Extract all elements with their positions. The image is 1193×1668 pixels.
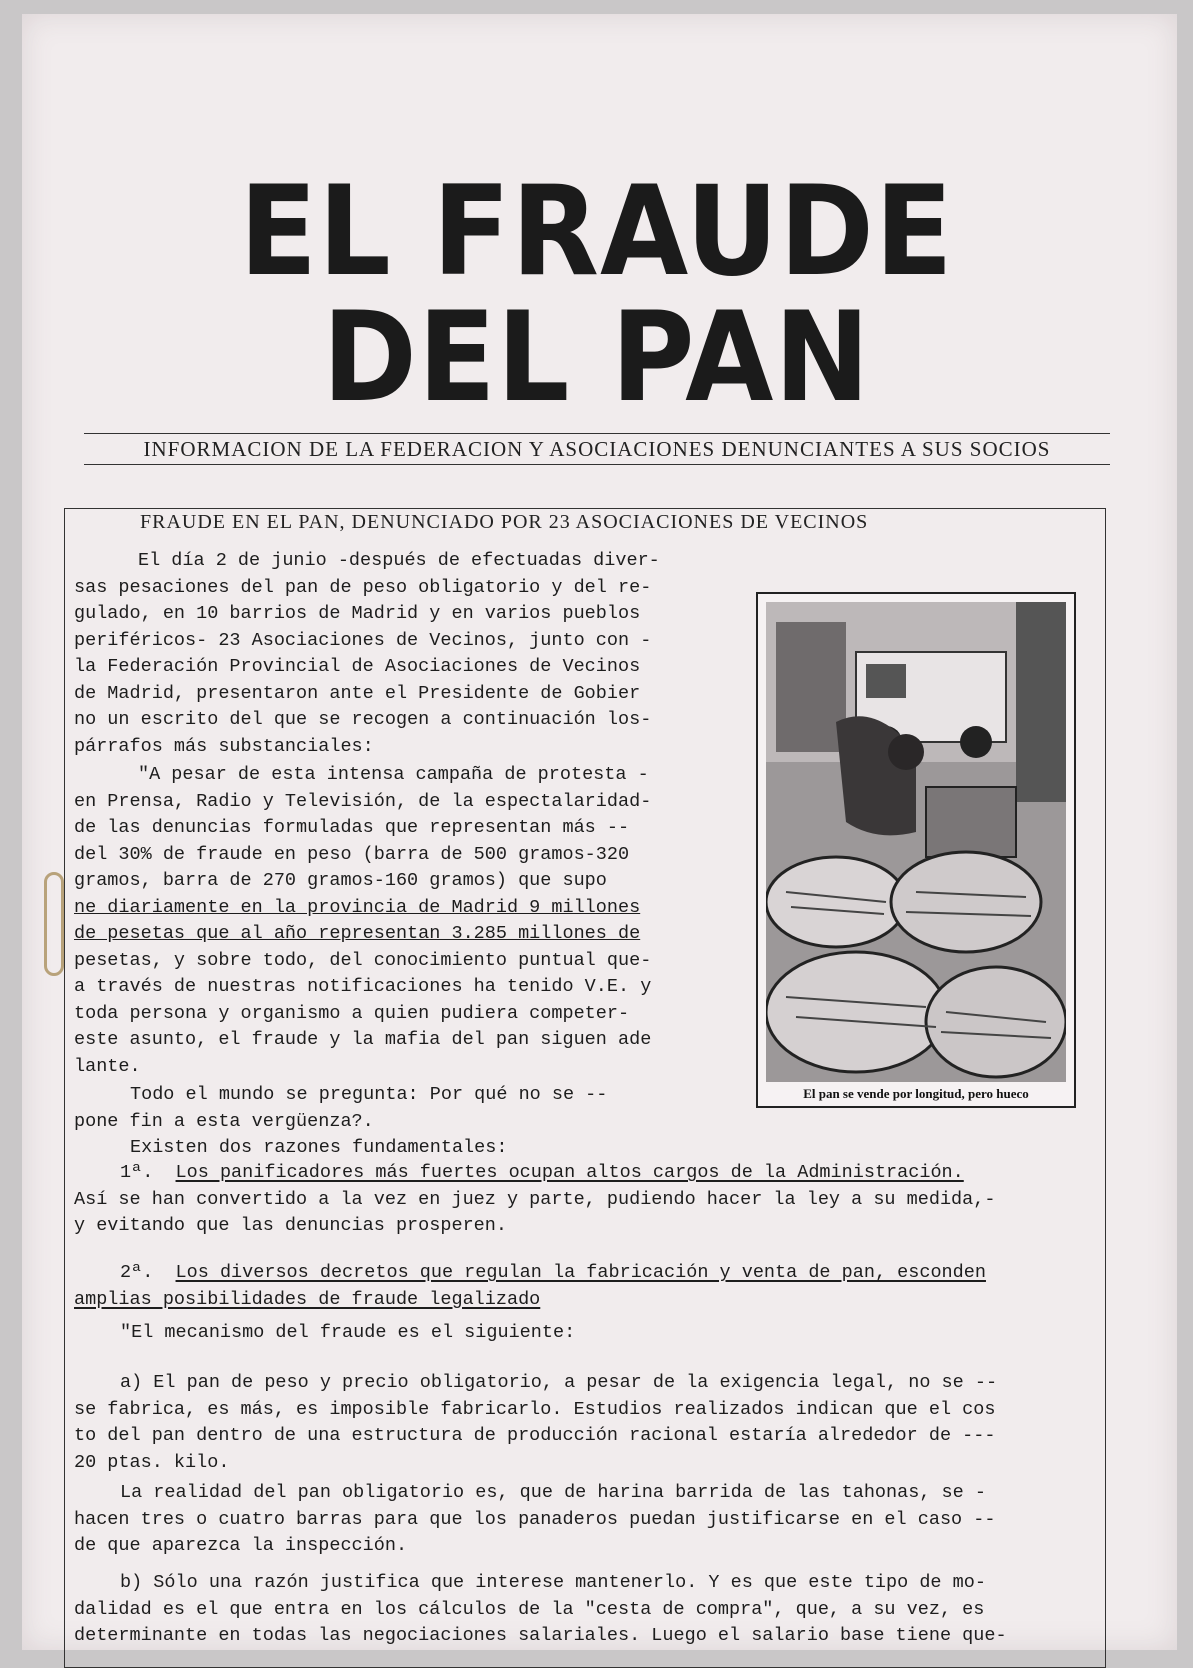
text-line: a) El pan de peso y precio obligatorio, a pesar de la exigencia legal, no se -- bbox=[120, 1372, 998, 1393]
reason-2-headline: Los diversos decretos que regulan la fabricación y venta de pan, esconden bbox=[175, 1262, 986, 1283]
text-line: y evitando que las denuncias prosperen. bbox=[74, 1215, 507, 1236]
point-b bbox=[74, 1570, 1084, 1650]
text-line: a través de nuestras notificaciones ha tenido V.E. y bbox=[74, 976, 652, 997]
binder-ring bbox=[44, 872, 64, 976]
text-line: en Prensa, Radio y Televisión, de la espectalaridad- bbox=[74, 790, 652, 812]
text-line: to del pan dentro de una estructura de producción racional estaría alrededor de --- bbox=[74, 1425, 996, 1446]
question-paragraph bbox=[74, 1082, 714, 1162]
text-line: gramos, barra de 270 gramos-160 gramos) que supo bbox=[74, 870, 607, 891]
reason-1 bbox=[74, 1160, 1084, 1240]
text-line: se fabrica, es más, es imposible fabricarlo. Estudios realizados indican que el cos bbox=[74, 1398, 996, 1420]
reason-1-headline: Los panificadores más fuertes ocupan altos cargos de la Administración. bbox=[175, 1162, 964, 1183]
text-line: ne diariamente en la provincia de Madrid 9 millones bbox=[74, 896, 641, 918]
text-line: la Federación Provincial de Asociaciones de Vecinos bbox=[74, 656, 641, 677]
point-a bbox=[74, 1370, 1084, 1476]
text-line: no un escrito del que se recogen a continuación los- bbox=[74, 709, 652, 730]
headline-line-1: EL FRAUDE bbox=[239, 160, 954, 304]
photo-image bbox=[766, 602, 1066, 1082]
reason-number: 2ª. bbox=[120, 1262, 154, 1283]
text-line: pesetas, y sobre todo, del conocimiento puntual que- bbox=[74, 949, 652, 971]
headline-line-2: DEL PAN bbox=[322, 286, 871, 430]
reason-2-headline-cont: amplias posibilidades de fraude legalizado bbox=[74, 1288, 541, 1310]
text-line: pone fin a esta vergüenza?. bbox=[74, 1110, 374, 1132]
text-line: hacen tres o cuatro barras para que los panaderos puedan justificarse en el caso -- bbox=[74, 1508, 996, 1530]
text-line: 20 ptas. kilo. bbox=[74, 1451, 230, 1473]
reason-number: 1ª. bbox=[120, 1162, 154, 1183]
reason-2 bbox=[74, 1260, 1084, 1313]
text-line: de Madrid, presentaron ante el Presidente de Gobier bbox=[74, 682, 641, 704]
text-line: lante. bbox=[74, 1055, 141, 1077]
subtitle-banner: INFORMACION DE LA FEDERACION Y ASOCIACIONES DENUNCIANTES A SUS SOCIOS bbox=[84, 433, 1110, 465]
text-line: b) Sólo una razón justifica que interese mantenerlo. Y es que este tipo de mo- bbox=[120, 1572, 986, 1593]
quote-paragraph bbox=[74, 762, 714, 1080]
text-line: dalidad es el que entra en los cálculos de la "cesta de compra", que, a su vez, es bbox=[74, 1598, 985, 1620]
text-line: de que aparezca la inspección. bbox=[74, 1535, 408, 1556]
text-line: La realidad del pan obligatorio es, que de harina barrida de las tahonas, se - bbox=[120, 1482, 986, 1503]
text-line: de pesetas que al año representan 3.285 millones de bbox=[74, 923, 641, 944]
text-line: párrafos más substanciales: bbox=[74, 735, 374, 757]
text-line: este asunto, el fraude y la mafia del pan siguen ade bbox=[74, 1029, 652, 1050]
text-line: Todo el mundo se pregunta: Por qué no se -- bbox=[130, 1084, 608, 1105]
text-line: de las denuncias formuladas que representan más -- bbox=[74, 817, 630, 838]
mechanism-intro bbox=[74, 1320, 1084, 1347]
text-line: sas pesaciones del pan de peso obligatorio y del re- bbox=[74, 576, 652, 598]
text-line: toda persona y organismo a quien pudiera competer- bbox=[74, 1002, 630, 1024]
text-line: gulado, en 10 barrios de Madrid y en varios pueblos bbox=[74, 603, 641, 624]
bread-market-photo bbox=[756, 592, 1076, 1108]
text-line: Así se han convertido a la vez en juez y parte, pudiendo hacer la ley a su medida,- bbox=[74, 1188, 996, 1210]
article-heading: FRAUDE EN EL PAN, DENUNCIADO POR 23 ASOCIACIONES DE VECINOS bbox=[140, 511, 869, 533]
text-line: Existen dos razones fundamentales: bbox=[130, 1137, 508, 1158]
intro-paragraph bbox=[74, 548, 714, 760]
photo-caption: El pan se vende por longitud, pero hueco bbox=[803, 1086, 1029, 1101]
text-line: del 30% de fraude en peso (barra de 500 gramos-320 bbox=[74, 843, 630, 865]
text-line: El día 2 de junio -después de efectuadas diver- bbox=[138, 550, 660, 571]
point-a-continued bbox=[74, 1480, 1084, 1560]
text-line: "A pesar de esta intensa campaña de protesta - bbox=[138, 764, 649, 785]
text-line: determinante en todas las negociaciones salariales. Luego el salario base tiene que- bbox=[74, 1625, 1007, 1646]
text-line: "El mecanismo del fraude es el siguiente: bbox=[120, 1322, 576, 1343]
text-line: periféricos- 23 Asociaciones de Vecinos, junto con - bbox=[74, 629, 652, 651]
